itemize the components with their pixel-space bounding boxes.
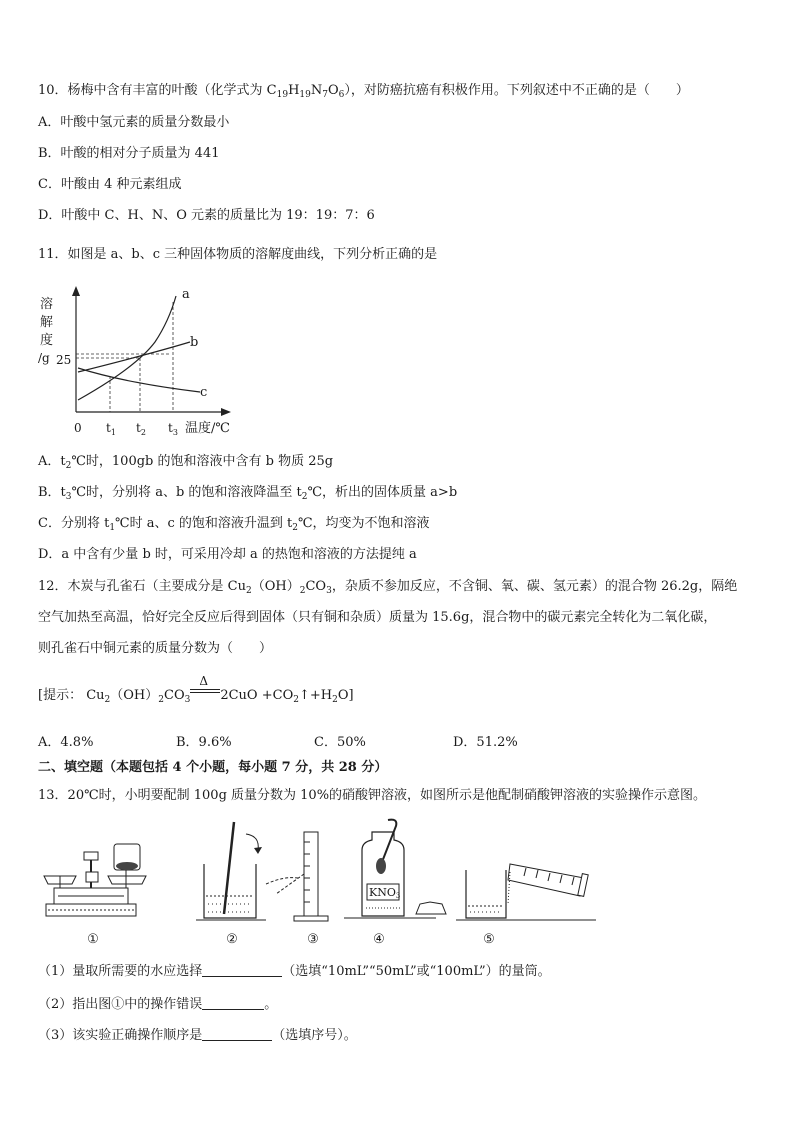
figure-label-5: ⑤ [483, 932, 495, 947]
curve-label-b: b [190, 335, 199, 350]
q10-sub: 19 [276, 90, 289, 100]
x-axis-label: 温度/℃ [185, 421, 230, 436]
q11-text: B．t [38, 485, 66, 500]
q11-text: ℃时，100gb 的饱和溶液中含有 b 物质 25g [71, 454, 334, 469]
q13-sub1 [38, 962, 551, 981]
q13-text: （1）量取所需要的水应选择 [38, 964, 203, 979]
q12-hint-text: [提示： Cu [38, 688, 105, 703]
y-axis-label-char: 解 [40, 315, 54, 330]
q13-text: 。 [264, 997, 278, 1012]
q12-hint-text: 2CuO +CO [220, 688, 294, 703]
q10-stem-text: 10．杨梅中含有丰富的叶酸（化学式为 C [38, 83, 277, 98]
q10-option-b: B．叶酸的相对分子质量为 441 [38, 146, 220, 161]
curve-a [78, 296, 176, 400]
q11-text: ℃，析出的固体质量 a>b [307, 485, 458, 500]
q10-stem-text: O [327, 83, 339, 98]
q12-option-d: D．51.2% [453, 735, 518, 750]
q12-stem-line2: 空气加热至高温，恰好完全反应后得到固体（只有铜和杂质）质量为 15.6g，混合物中的碳元素完全转化为二氧化碳， [38, 610, 717, 625]
figure-label-4: ④ [373, 932, 385, 947]
answer-blank-1[interactable] [202, 962, 282, 977]
graduated-cylinder [294, 832, 328, 921]
y-axis-label-char: /g [38, 351, 50, 365]
q11-sub: 3 [65, 492, 72, 502]
q12-option-b: B．9.6% [176, 735, 232, 750]
q11-option-c [38, 515, 430, 537]
q10-option-d: D．叶酸中 C、H、N、O 元素的质量比为 19：19：7：6 [38, 208, 375, 223]
answer-blank-3[interactable] [202, 1026, 272, 1041]
x-tick-label: $t_2$ [136, 421, 146, 437]
x-tick-label: $t_3$ [168, 421, 178, 437]
q12-option-c: C．50% [314, 735, 366, 750]
heat-symbol: Δ [199, 674, 209, 688]
q13-text: （3）该实验正确操作顺序是 [38, 1028, 203, 1043]
reagent-bottle [344, 820, 446, 918]
q11-text: A．t [38, 454, 66, 469]
q11-sub: 2 [292, 523, 298, 533]
q13-text: （选填序号）。 [272, 1028, 357, 1043]
curve-c [78, 368, 200, 392]
q12-text: CO [305, 579, 327, 594]
solubility-curve-graph [30, 282, 250, 444]
figure-label-2: ② [226, 932, 238, 947]
q11-text: ℃时，分别将 a、b 的饱和溶液降温至 t [71, 485, 302, 500]
q13-sub3 [38, 1026, 357, 1045]
q12-hint-text: （OH） [110, 688, 159, 703]
q10-option-c: C．叶酸由 4 种元素组成 [38, 177, 182, 192]
q11-stem: 11．如图是 a、b、c 三种固体物质的溶解度曲线，下列分析正确的是 [38, 247, 438, 262]
q10-option-a: A．叶酸中氢元素的质量分数最小 [38, 115, 230, 130]
figure-label-1: ① [87, 932, 99, 947]
answer-blank-2[interactable] [202, 995, 264, 1010]
q11-sub: 1 [109, 523, 116, 533]
q12-hint-text: CO [164, 688, 185, 703]
q12-text: 12．木炭与孔雀石（主要成分是 Cu [38, 579, 246, 594]
q10-sub: 6 [338, 90, 345, 100]
q11-option-a [38, 453, 333, 475]
q12-sub: 2 [246, 586, 252, 596]
q12-option-a: A．4.8% [38, 735, 94, 750]
q10-sub: 7 [322, 90, 328, 100]
y-axis-label-char: 溶 [40, 297, 54, 312]
curve-label-c: c [200, 385, 208, 400]
q10-stem-text: ），对防癌抗癌有积极作用。下列叙述中不正确的是（ ） [344, 83, 689, 98]
x-tick-label: $t_1$ [106, 421, 116, 437]
q10-stem-text: N [310, 83, 323, 98]
q12-sub: 2 [104, 695, 111, 705]
equals-line [190, 689, 220, 690]
q13-text: （2）指出图①中的操作错误 [38, 997, 203, 1012]
q12-hint-text: O] [337, 688, 354, 703]
q11-option-b [38, 484, 457, 506]
y-tick-label: 25 [56, 353, 72, 367]
q12-stem-line1 [38, 578, 737, 600]
q11-sub: 2 [65, 461, 72, 471]
x-axis-arrow [221, 408, 231, 416]
balance-apparatus [44, 844, 146, 916]
q12-hint [38, 674, 354, 709]
q11-option-d: D．a 中含有少量 b 时，可采用冷却 a 的热饱和溶液的方法提纯 a [38, 547, 417, 562]
q12-text: ，杂质不参加反应，不含铜、氧、碳、氢元素）的混合物 26.2g，隔绝 [331, 579, 738, 594]
beaker-pouring [456, 864, 596, 920]
q12-sub: 3 [326, 586, 332, 596]
figure-label-3: ③ [307, 932, 319, 947]
q12-hint-text: ↑+H [298, 688, 333, 703]
x-origin-label: 0 [74, 421, 82, 435]
q10-stem-text: H [288, 83, 300, 98]
y-axis-label-char: 度 [40, 333, 54, 348]
q13-sub2 [38, 995, 277, 1014]
q12-stem-line3: 则孔雀石中铜元素的质量分数为（ ） [38, 641, 273, 656]
q12-sub: 3 [184, 695, 191, 705]
beaker-stirring [196, 822, 266, 920]
q12-text: （OH） [251, 579, 300, 594]
q11-text: C．分别将 t [38, 516, 110, 531]
q12-sub: 2 [299, 586, 306, 596]
curve-label-a: a [182, 287, 190, 302]
bottle-label: KNO3 [369, 886, 401, 900]
q11-sub: 2 [301, 492, 308, 502]
equals-line [190, 692, 220, 693]
q10-stem [38, 82, 689, 104]
y-axis-arrow [72, 286, 80, 296]
q12-sub: 2 [332, 695, 338, 705]
section-title: 二、填空题（本题包括 4 个小题，每小题 7 分，共 28 分） [38, 760, 388, 775]
q13-stem: 13．20℃时，小明要配制 100g 质量分数为 10%的硝酸钾溶液，如图所示是他配制硝酸钾溶液的实验操作示意图。 [38, 788, 707, 803]
q10-sub: 19 [299, 90, 311, 100]
reaction-arrow [190, 674, 220, 700]
q12-sub: 2 [293, 695, 299, 705]
lab-operations-figure [36, 818, 596, 950]
q13-text: （选填“10mL”“50mL”或“100mL”）的量筒。 [282, 964, 551, 979]
q11-text: ℃时 a、c 的饱和溶液升温到 t [115, 516, 293, 531]
q11-text: ℃，均变为不饱和溶液 [297, 516, 430, 531]
q12-sub: 2 [158, 695, 164, 705]
